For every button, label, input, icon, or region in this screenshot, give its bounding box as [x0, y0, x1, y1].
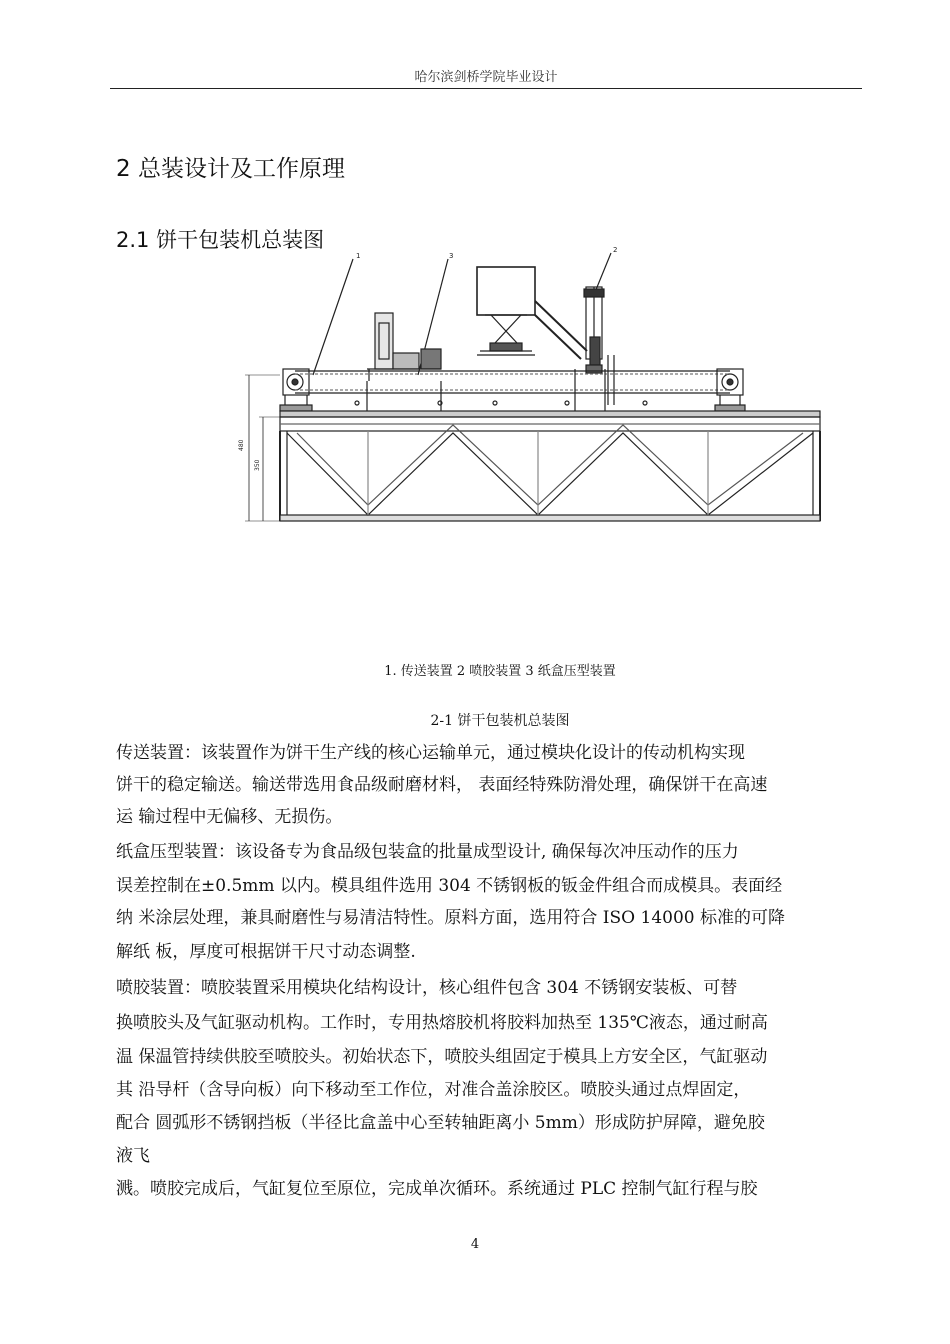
callout-3: 3 — [449, 252, 454, 260]
section-title: 2 总装设计及工作原理 — [116, 156, 345, 182]
dimension-total-height: 480 — [238, 439, 245, 451]
figure-legend: 1. 传送装置 2 喷胶装置 3 纸盒压型装置 — [384, 664, 616, 679]
body-line: 温 保温管持续供胶至喷胶头。初始状态下，喷胶头组固定于模具上方安全区，气缸驱动 — [116, 1047, 768, 1067]
callout-2: 2 — [613, 246, 618, 254]
body-line: 换喷胶头及气缸驱动机构。工作时，专用热熔胶机将胶料加热至 135℃液态，通过耐高 — [116, 1013, 768, 1033]
body-line: 饼干的稳定输送。输送带选用食品级耐磨材料， 表面经特殊防滑处理，确保饼干在高速 — [116, 775, 768, 795]
assembly-drawing — [135, 245, 880, 555]
body-line: 喷胶装置：喷胶装置采用模块化结构设计，核心组件包含 304 不锈钢安装板、可替 — [116, 978, 738, 998]
page-number: 4 — [470, 1237, 480, 1252]
subsection-title: 2.1 饼干包装机总装图 — [116, 228, 325, 252]
body-line: 溅。喷胶完成后，气缸复位至原位，完成单次循环。系统通过 PLC 控制气缸行程与胶 — [116, 1179, 758, 1199]
body-line: 纳 米涂层处理，兼具耐磨性与易清洁特性。原料方面，选用符合 ISO 14000 标准的可降 — [116, 908, 785, 928]
body-line: 解纸 板，厚度可根据饼干尺寸动态调整. — [116, 942, 416, 962]
body-line: 配合 圆弧形不锈钢挡板（半径比盒盖中心至转轴距离小 5mm）形成防护屏障，避免胶 — [116, 1113, 765, 1133]
header-divider — [110, 88, 862, 89]
callout-1: 1 — [356, 252, 361, 260]
body-line: 其 沿导杆（含导向板）向下移动至工作位，对准合盖涂胶区。喷胶头通过点焊固定， — [116, 1080, 751, 1100]
dimension-frame-height: 350 — [254, 459, 261, 471]
body-line: 液飞 — [116, 1146, 150, 1166]
figure-caption: 2-1 饼干包装机总装图 — [430, 713, 570, 729]
body-line: 纸盒压型装置：该设备专为食品级包装盒的批量成型设计, 确保每次冲压动作的压力 — [116, 842, 739, 862]
body-line: 运 输过程中无偏移、无损伤。 — [116, 807, 343, 827]
body-line: 传送装置：该装置作为饼干生产线的核心运输单元，通过模块化设计的传动机构实现 — [116, 743, 745, 763]
body-line: 误差控制在±0.5mm 以内。模具组件选用 304 不锈钢板的钣金件组合而成模具。表面经 — [116, 876, 783, 896]
page-header: 哈尔滨剑桥学院毕业设计 — [414, 70, 558, 85]
